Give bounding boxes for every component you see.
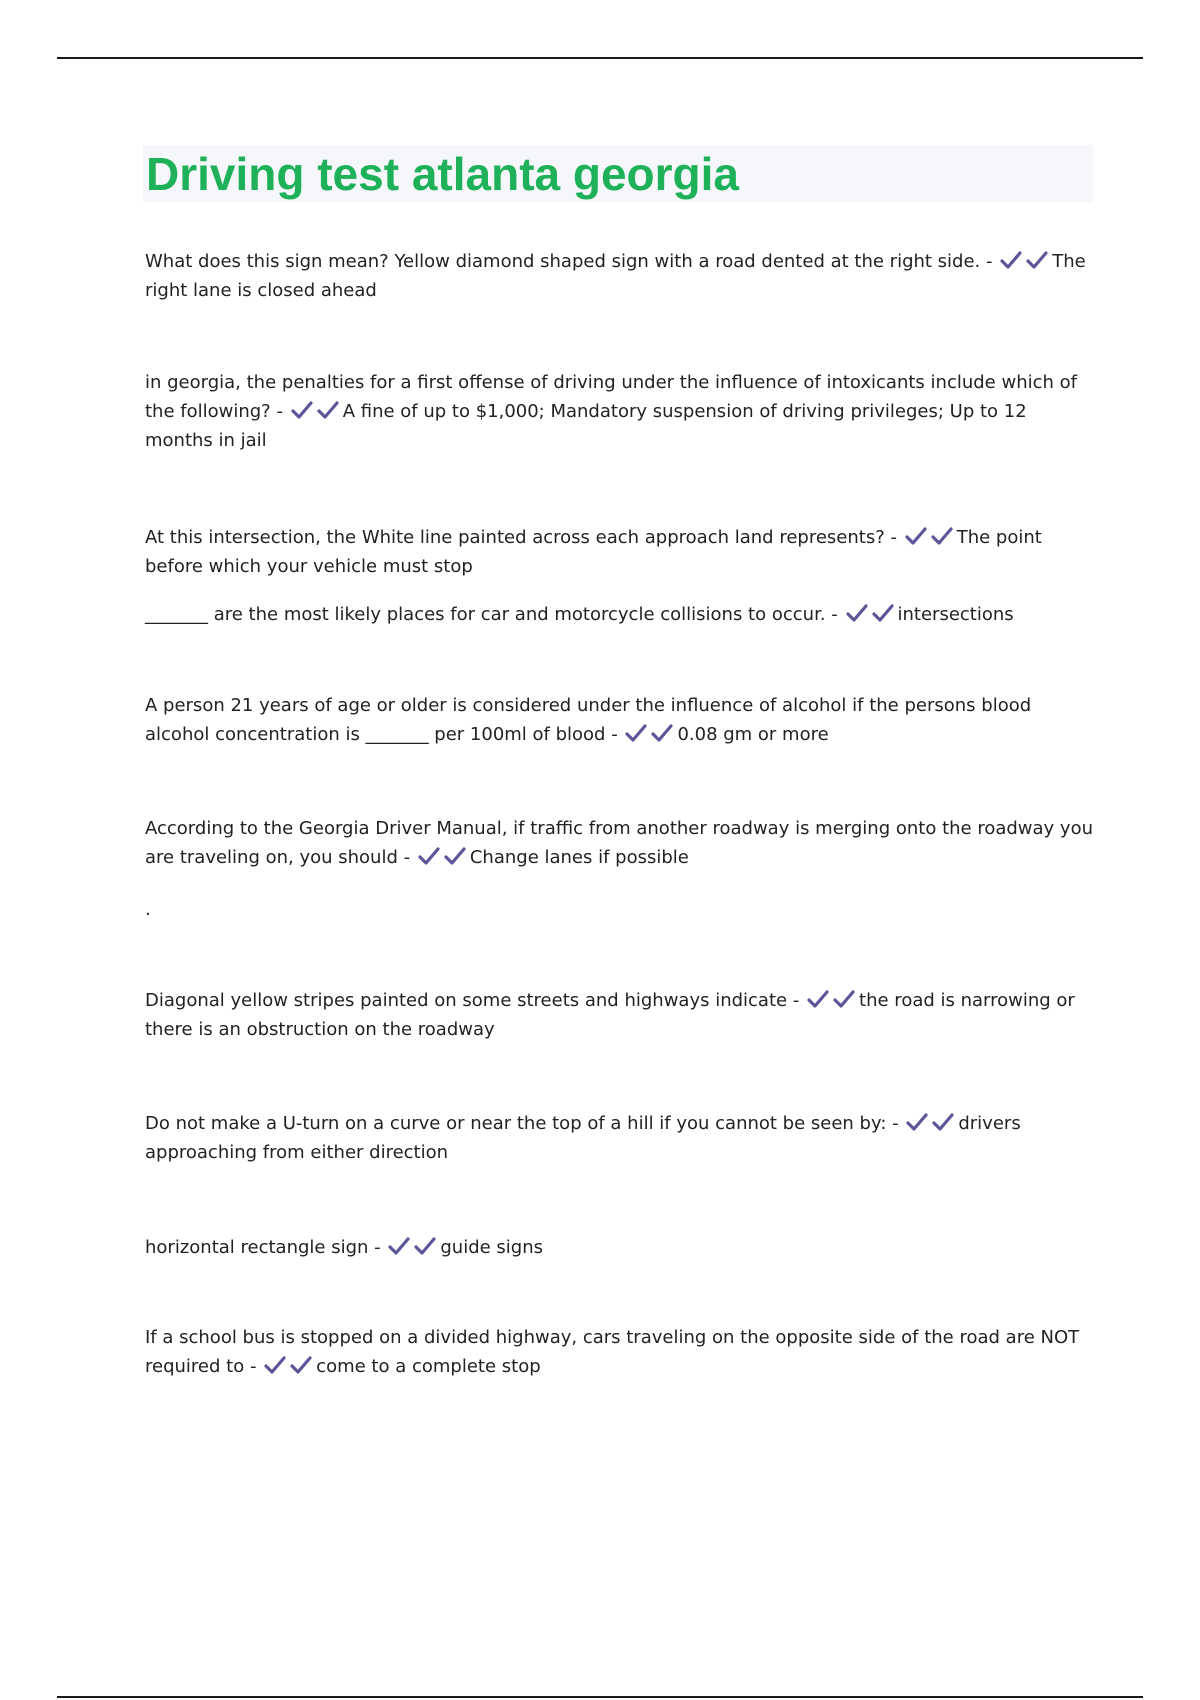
check-icon [931,526,953,546]
check-icon [444,846,466,866]
check-icon [414,1236,436,1256]
check-icon [418,846,440,866]
question-text: A person 21 years of age or older is considered under the influence of alcohol if the persons blood alcohol concentration is _______ per 100ml of blood [145,695,1032,745]
answer-text: A fine of up to $1,000; Mandatory suspension of driving privileges; Up to 12 months in jail [145,401,1027,451]
question-text: Do not make a U-turn on a curve or near the top of a hill if you cannot be seen by: [145,1113,887,1134]
qa-item-7 [145,986,1095,1044]
answer-text: drivers approaching from either direction [145,1113,1021,1163]
check-icon [264,1355,286,1375]
check-icon [833,989,855,1009]
answer-text: The point before which your vehicle must stop [145,527,1042,577]
stray-period: . [145,899,151,920]
qa-item-2 [145,368,1095,455]
question-text: According to the Georgia Driver Manual, if traffic from another roadway is merging onto the roadway you are traveling on, you should [145,818,1093,868]
check-icon [905,526,927,546]
answer-text: come to a complete stop [316,1356,541,1377]
qa-item-10 [145,1323,1095,1381]
check-icon [388,1236,410,1256]
qa-item-5 [145,691,1095,749]
separator: - [270,401,289,422]
top-rule [57,57,1143,59]
check-icon [872,603,894,623]
answer-text: Change lanes if possible [469,847,689,868]
check-icon [1026,250,1048,270]
question-text: If a school bus is stopped on a divided highway, cars traveling on the opposite side of the road are NOT required to [145,1327,1080,1377]
answer-text: the road is narrowing or there is an obstruction on the roadway [145,990,1075,1040]
check-icon [291,400,313,420]
answer-text: intersections [897,604,1014,625]
qa-item-9 [145,1233,1095,1262]
check-icon [906,1112,928,1132]
question-text: horizontal rectangle sign [145,1237,369,1258]
separator: - [825,604,844,625]
check-icon [1000,250,1022,270]
question-text: _______ are the most likely places for car and motorcycle collisions to occur. [145,604,826,625]
answer-text: The right lane is closed ahead [145,251,1086,301]
separator: - [884,527,903,548]
qa-item-8 [145,1109,1095,1167]
separator: - [244,1356,263,1377]
question-text: At this intersection, the White line painted across each approach land represents? [145,527,885,548]
check-icon [290,1355,312,1375]
check-icon [317,400,339,420]
document-title: Driving test atlanta georgia [146,148,740,200]
check-icon [932,1112,954,1132]
separator: - [980,251,999,272]
separator: - [397,847,416,868]
check-icon [807,989,829,1009]
qa-item-1 [145,247,1095,305]
qa-item-4 [145,600,1095,629]
check-icon [625,723,647,743]
separator: - [787,990,806,1011]
qa-item-6 [145,814,1095,872]
separator: - [886,1113,905,1134]
separator: - [605,724,624,745]
check-icon [651,723,673,743]
answer-text: 0.08 gm or more [677,724,829,745]
separator: - [368,1237,387,1258]
bottom-rule [57,1696,1143,1698]
answer-text: guide signs [440,1237,544,1258]
question-text: What does this sign mean? Yellow diamond shaped sign with a road dented at the right side. [145,251,981,272]
check-icon [846,603,868,623]
question-text: in georgia, the penalties for a first offense of driving under the influence of intoxicants include which of the following? [145,372,1077,422]
question-text: Diagonal yellow stripes painted on some streets and highways indicate [145,990,788,1011]
qa-item-3 [145,523,1095,581]
